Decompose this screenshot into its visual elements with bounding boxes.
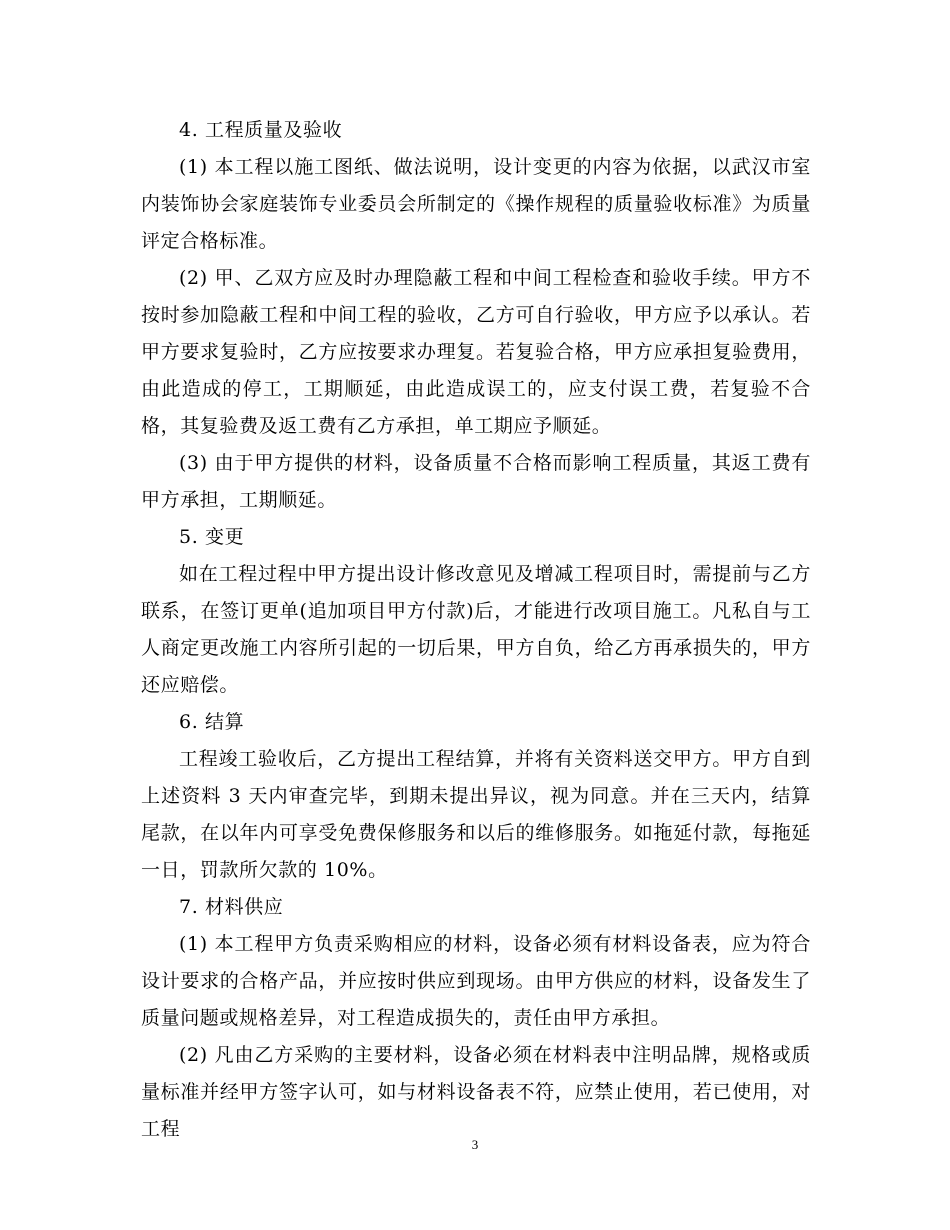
paragraph-settlement: 工程竣工验收后，乙方提出工程结算，并将有关资料送交甲方。甲方自到上述资料 3 天内审查完毕，到期未提出异议，视为同意。并在三天内，结算尾款，在以年内可享受免费保修服务和以后的维修服务。如拖延付款，每拖延一日，罚款所欠款的 10%。 <box>141 748 811 881</box>
page-number: 3 <box>471 1137 479 1152</box>
section-heading-settlement: 6. 结算 <box>179 711 245 733</box>
paragraph-materials-2: (2) 凡由乙方采购的主要材料，设备必须在材料表中注明品牌，规格或质量标准并经甲方签字认可，如与材料设备表不符，应禁止使用，若已使用，对工程 <box>141 1044 811 1140</box>
paragraph-quality-3: (3) 由于甲方提供的材料，设备质量不合格而影响工程质量，其返工费有甲方承担，工期顺延。 <box>141 452 811 511</box>
paragraph-materials-1: (1) 本工程甲方负责采购相应的材料，设备必须有材料设备表，应为符合设计要求的合格产品，并应按时供应到现场。由甲方供应的材料，设备发生了质量问题或规格差异，对工程造成损失的，责任由甲方承担。 <box>141 933 811 1029</box>
section-heading-materials: 7. 材料供应 <box>179 896 284 918</box>
paragraph-change: 如在工程过程中甲方提出设计修改意见及增减工程项目时，需提前与乙方联系，在签订更单(追加项目甲方付款)后，才能进行改项目施工。凡私自与工人商定更改施工内容所引起的一切后果，甲方自负，给乙方再承损失的，甲方还应赔偿。 <box>141 563 811 696</box>
paragraph-quality-2: (2) 甲、乙双方应及时办理隐蔽工程和中间工程检查和验收手续。甲方不按时参加隐蔽工程和中间工程的验收，乙方可自行验收，甲方应予以承认。若甲方要求复验时，乙方应按要求办理复。若复验合格，甲方应承担复验费用，由此造成的停工，工期顺延，由此造成误工的，应支付误工费，若复验不合格，其复验费及返工费有乙方承担，单工期应予顺延。 <box>141 267 811 437</box>
document-body <box>141 112 811 1148</box>
section-heading-change: 5. 变更 <box>179 526 245 548</box>
section-heading-quality: 4. 工程质量及验收 <box>179 119 343 141</box>
paragraph-quality-1: (1) 本工程以施工图纸、做法说明，设计变更的内容为依据，以武汉市室内装饰协会家庭装饰专业委员会所制定的《操作规程的质量验收标准》为质量评定合格标准。 <box>141 156 811 252</box>
